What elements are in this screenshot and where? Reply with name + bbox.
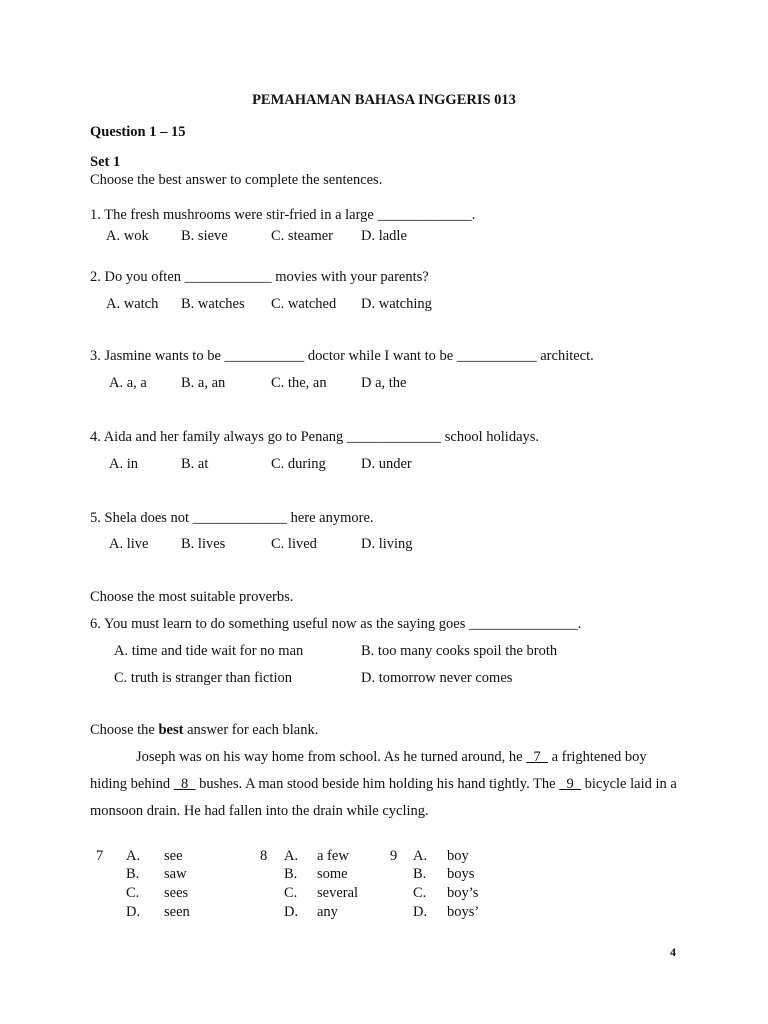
blank-7-letter-c: C.: [126, 885, 140, 901]
q5-option-d: D. living: [361, 536, 413, 552]
instruction-3-pre: Choose the: [90, 722, 159, 738]
blank-7-choice-c: sees: [164, 885, 189, 901]
blank-8-choice-c: several: [317, 885, 359, 901]
q1-option-a: A. wok: [106, 228, 149, 244]
blank-8-letter-b: B.: [284, 866, 298, 882]
q6-option-b: B. too many cooks spoil the broth: [361, 643, 558, 659]
instruction-3-post: answer for each blank.: [183, 722, 319, 738]
blank-7-number: 7: [96, 848, 104, 864]
q6-option-a: A. time and tide wait for no man: [114, 643, 304, 659]
blank-8: 8: [173, 776, 196, 792]
blank-8-choice-b: some: [317, 866, 348, 882]
q4-option-a: A. in: [109, 456, 138, 472]
q2-option-a: A. watch: [106, 296, 159, 312]
q2-option-d: D. watching: [361, 296, 432, 312]
blank-8-choice-d: any: [317, 904, 338, 920]
passage-part-3: bushes. A man stood beside him holding his hand tightly. The: [195, 776, 560, 792]
question-1-stem: 1. The fresh mushrooms were stir-fried in a large _____________.: [90, 207, 476, 223]
blank-9-choice-b: boys: [447, 866, 475, 882]
blank-7-letter-d: D.: [126, 904, 141, 920]
question-4-stem: 4. Aida and her family always go to Penang _____________ school holidays.: [90, 429, 540, 445]
q1-option-d: D. ladle: [361, 228, 407, 244]
blank-7: 7: [526, 749, 548, 765]
blank-7-letter-a: A.: [126, 848, 141, 864]
q3-option-c: C. the, an: [271, 375, 327, 391]
blank-9-letter-b: B.: [413, 866, 427, 882]
q2-option-c: C. watched: [271, 296, 337, 312]
question-range: Question 1 – 15: [90, 124, 186, 140]
q4-option-d: D. under: [361, 456, 412, 472]
question-6-stem: 6. You must learn to do something useful now as the saying goes _______________.: [90, 616, 582, 632]
blank-9-letter-a: A.: [413, 848, 428, 864]
q6-option-c: C. truth is stranger than fiction: [114, 670, 292, 686]
blank-8-letter-a: A.: [284, 848, 299, 864]
instruction-1: Choose the best answer to complete the sentences.: [90, 172, 383, 188]
page-title: PEMAHAMAN BAHASA INGGERIS 013: [252, 92, 516, 108]
blank-9-choice-c: boy’s: [447, 885, 479, 901]
cloze-passage: [90, 744, 680, 825]
blank-8-number: 8: [260, 848, 268, 864]
q3-option-a: A. a, a: [109, 375, 147, 391]
blank-7-letter-b: B.: [126, 866, 140, 882]
blank-9: 9: [559, 776, 581, 792]
blank-8-letter-c: C.: [284, 885, 298, 901]
blank-9-choice-a: boy: [447, 848, 469, 864]
page-number: 4: [670, 945, 676, 959]
instruction-3: [90, 722, 318, 739]
passage-part-1: Joseph was on his way home from school. As he turned around, he: [136, 749, 527, 765]
instruction-3-bold: best: [158, 722, 184, 738]
passage-part-2: a frightened boy hiding behind: [90, 749, 647, 792]
q6-option-d: D. tomorrow never comes: [361, 670, 513, 686]
question-2-stem: 2. Do you often ____________ movies with your parents?: [90, 269, 429, 285]
q5-option-b: B. lives: [181, 536, 226, 552]
q5-option-a: A. live: [109, 536, 149, 552]
q1-option-c: C. steamer: [271, 228, 334, 244]
instruction-2: Choose the most suitable proverbs.: [90, 589, 294, 605]
q1-option-b: B. sieve: [181, 228, 228, 244]
blank-8-letter-d: D.: [284, 904, 299, 920]
blank-9-choice-d: boys’: [447, 904, 480, 920]
blank-9-number: 9: [390, 848, 398, 864]
set-label: Set 1: [90, 154, 121, 170]
blank-7-choice-a: see: [164, 848, 183, 864]
q5-option-c: C. lived: [271, 536, 317, 552]
q4-option-c: C. during: [271, 456, 326, 472]
blank-7-choice-d: seen: [164, 904, 190, 920]
blank-9-letter-c: C.: [413, 885, 427, 901]
q4-option-b: B. at: [181, 456, 209, 472]
q3-option-d: D a, the: [361, 375, 407, 391]
blank-7-choice-b: saw: [164, 866, 187, 882]
question-5-stem: 5. Shela does not _____________ here anymore.: [90, 510, 374, 526]
question-3-stem: 3. Jasmine wants to be ___________ doctor while I want to be ___________ architect.: [90, 348, 594, 364]
blank-9-letter-d: D.: [413, 904, 428, 920]
q2-option-b: B. watches: [181, 296, 245, 312]
passage-part-4: bicycle laid in a monsoon drain. He had fallen into the drain while cycling.: [90, 776, 677, 819]
q3-option-b: B. a, an: [181, 375, 226, 391]
blank-8-choice-a: a few: [317, 848, 349, 864]
